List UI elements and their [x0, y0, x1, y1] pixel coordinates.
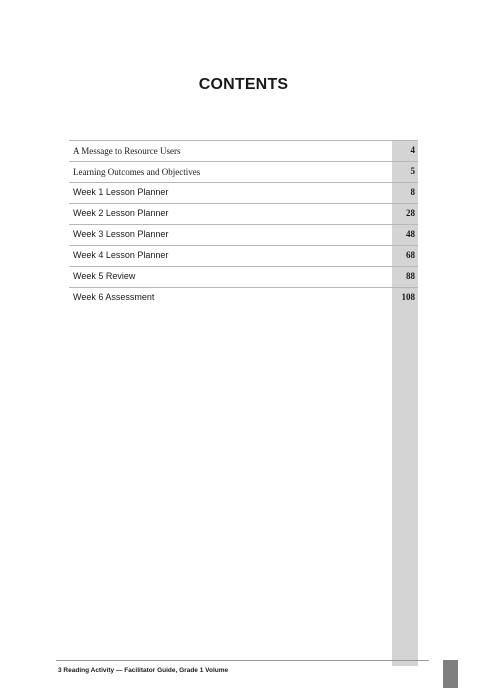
toc-page-number: 8	[410, 187, 415, 197]
toc-entry-label: Week 2 Lesson Planner	[73, 208, 169, 218]
toc-page-number: 108	[401, 292, 415, 302]
toc-page-number: 5	[410, 166, 415, 176]
toc-entry-label: Week 3 Lesson Planner	[73, 229, 169, 239]
footer-tab	[443, 660, 458, 688]
toc-page-number: 4	[410, 145, 415, 155]
toc-row[interactable]	[69, 266, 418, 287]
toc-row[interactable]	[69, 182, 418, 203]
toc-page-number: 48	[406, 229, 415, 239]
toc-entry-label: A Message to Resource Users	[73, 146, 181, 156]
footer-divider	[56, 660, 429, 661]
toc-row[interactable]	[69, 287, 418, 308]
toc-entry-label: Week 6 Assessment	[73, 292, 155, 302]
toc-row[interactable]	[69, 245, 418, 266]
toc-entry-label: Week 1 Lesson Planner	[73, 187, 169, 197]
toc-page-number: 88	[406, 271, 415, 281]
toc-row[interactable]	[69, 203, 418, 224]
toc-row[interactable]	[69, 224, 418, 245]
toc-entry-label: Week 4 Lesson Planner	[73, 250, 169, 260]
page-title: CONTENTS	[198, 76, 289, 93]
toc-row[interactable]	[69, 161, 418, 182]
table-of-contents	[69, 140, 418, 308]
toc-entry-label: Learning Outcomes and Objectives	[73, 167, 201, 177]
toc-row[interactable]	[69, 140, 418, 161]
toc-page-number: 28	[406, 208, 415, 218]
footer-text: 3 Reading Activity — Facilitator Guide, Grade 1 Volume	[58, 667, 229, 674]
toc-entry-label: Week 5 Review	[73, 271, 136, 281]
toc-page-number: 68	[406, 250, 415, 260]
